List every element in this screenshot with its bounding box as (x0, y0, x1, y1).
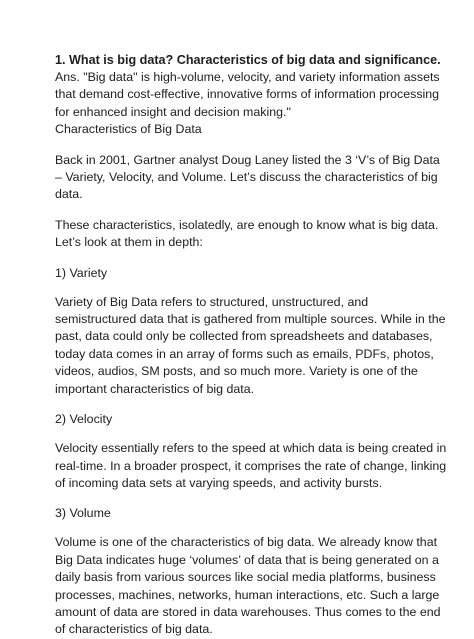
spacer (55, 522, 450, 534)
section-body-volume: Volume is one of the characteristics of big data. We already know that Big Data indicates huge ‘volumes’ of data that is being generated on a daily basis from various sources like social media platforms, business processes, machines, networks, human interactions, etc. Such a large amount of data are stored in data warehouses. Thus comes to the end of characteristics of big data. (55, 535, 441, 637)
question-title: 1. What is big data? Characteristics of big data and significance. (55, 53, 441, 67)
section-heading-volume: 3) Volume (55, 506, 111, 521)
section-label: Characteristics of Big Data (55, 122, 202, 137)
spacer (55, 492, 450, 505)
spacer (55, 398, 450, 411)
section-body-variety: Variety of Big Data refers to structured, unstructured, and semistructured data that is gathered from multiple sources. While in the past, data could only be collected from spreadsheets and databases, today data comes in an array of forms such as emails, PDFs, photos, videos, audios, SM posts, and so much more. Variety is one of the important characteristics of big data. (55, 294, 446, 396)
spacer (55, 252, 450, 265)
answer-text: Ans. "Big data" is high-volume, velocity, and variety information assets that demand cost-effective, innovative forms of information processing for enhanced insight and decision making." (55, 70, 440, 119)
spacer (55, 282, 450, 294)
spacer (55, 428, 450, 440)
intro-paragraph-2: These characteristics, isolatedly, are enough to know what is big data. Let’s look at them in depth: (55, 217, 439, 250)
section-body-velocity: Velocity essentially refers to the speed at which data is being created in real-time. In a broader prospect, it comprises the rate of change, linking of incoming data sets at varying speeds, and activity bursts. (55, 441, 447, 490)
section-heading-variety: 1) Variety (55, 265, 108, 280)
spacer (55, 139, 450, 152)
document-page (55, 52, 450, 639)
intro-paragraph-1: Back in 2001, Gartner analyst Doug Laney listed the 3 ‘V’s of Big Data – Variety, Velocity, and Volume. Let’s discuss the characteristics of big data. (55, 152, 440, 202)
section-heading-velocity: 2) Velocity (55, 412, 113, 427)
spacer (55, 204, 450, 217)
